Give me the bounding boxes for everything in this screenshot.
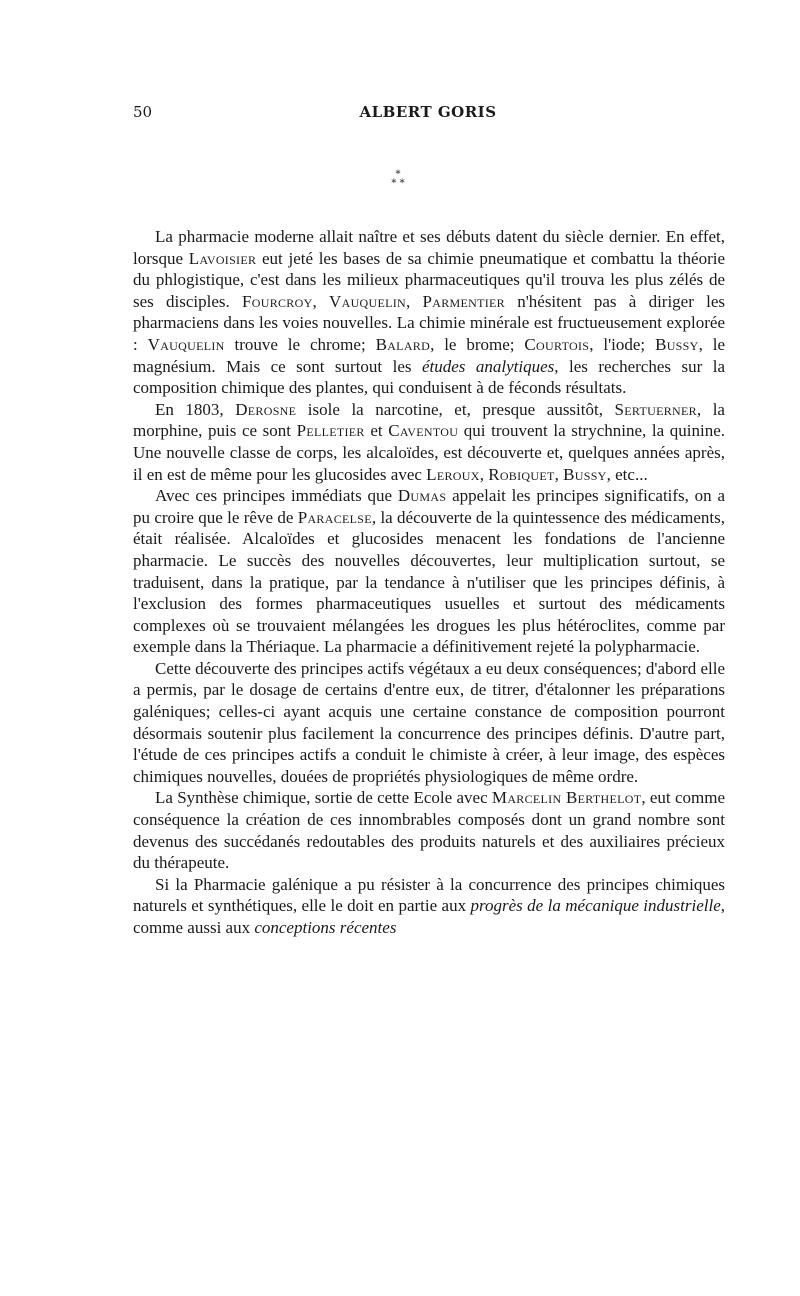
text-run: , etc... (606, 464, 648, 484)
body-text (133, 226, 725, 939)
text-run: , les recherches sur la composition chimique des plantes, qui conduisent à de féconds résultats. (133, 356, 725, 398)
proper-name: Vauquelin (329, 291, 407, 311)
text-run: trouve le chrome; (224, 334, 376, 354)
text-run: , la découverte de la quintessence des médicaments, était réalisée. Alcaloïdes et glucosides menacent les fondations de l'ancienne pharmacie. Le succès des nouvelles découvertes, leur multiplication surtout, se traduisent, dans la pratique, par la tendance à n'utiliser que les principes définis, à l'exclusion des formes pharmaceutiques usuelles et surtout des médicaments complexes où se trouvaient mélangées les drogues les plus hétéroclites, comme par exemple dans la Thériaque. La pharmacie a définitivement rejeté la polypharmacie. (133, 507, 726, 657)
paragraph-3 (133, 485, 725, 658)
italic-phrase: études analytiques (421, 356, 555, 376)
text-run: , comme aussi aux (133, 896, 725, 937)
text-run: , (554, 464, 564, 484)
proper-name: Parmentier (422, 291, 505, 311)
proper-name: Fourcroy (242, 291, 313, 311)
text-run: La pharmacie moderne allait naître et ses débuts datent du siècle dernier. En effet, lorsque (133, 227, 725, 268)
proper-name: Lavoisier (188, 248, 257, 268)
italic-phrase: conceptions récentes (254, 918, 397, 937)
text-run: qui trouvent la strychnine, la quinine. Une nouvelle classe de corps, les alcaloïdes, est découverte et, quelques années après, il en est de même pour les glucosides avec (133, 421, 725, 484)
proper-name: Sertuerner (614, 399, 697, 419)
italic-phrase: progrès de la mécanique industrielle (470, 896, 721, 916)
text-run: n'hésitent pas à diriger les pharmaciens dans les voies nouvelles. La chimie minérale est fructueusement explorée : (133, 291, 726, 354)
text-run: En 1803, (155, 399, 236, 419)
text-run: , la morphine, puis ce sont (133, 399, 725, 441)
text-run: , le magnésium. Mais ce sont surtout les (133, 334, 726, 376)
paragraph-4 (133, 658, 725, 788)
proper-name: Paracelse (297, 507, 372, 527)
page-header (133, 103, 723, 125)
paragraph-5 (133, 787, 725, 873)
asterism-top: * (395, 169, 401, 180)
proper-name: Leroux (426, 464, 480, 484)
asterism-bottom: * * (391, 178, 405, 189)
text-run: Cette découverte des principes actifs végétaux a eu deux conséquences; d'abord elle a permis, par le dosage de certains d'entre eux, de titrer, d'étalonner les préparations galéniques; celles-ci ayant acquis une certaine constance de composition pourront désormais soutenir plus facilement la concurrence des principes définis. D'autre part, l'étude de ces principes actifs a conduit le chimiste à créer, à leur image, des espèces chimiques nouvelles, douées de propriétés physiologiques de même ordre. (133, 658, 725, 786)
text-run: , l'iode; (589, 334, 656, 354)
text-run: appelait les principes significatifs, on a pu croire que le rêve de (133, 486, 725, 527)
proper-name: Derosne (235, 399, 297, 419)
text-run: isole la narcotine, et, presque aussitôt, (296, 399, 615, 419)
text-run: et (364, 421, 389, 441)
paragraph-2 (133, 399, 725, 485)
text-run: , eut comme conséquence la création de ces innombrables composés dont un grand nombre sont devenus des succédanés redoutables des produits naturels et des auxiliaires précieux du thérapeute. (133, 788, 725, 873)
proper-name: Courtois (524, 334, 590, 354)
proper-name: Pelletier (296, 421, 365, 441)
proper-name: Caventou (388, 421, 459, 441)
paragraph-1 (133, 226, 725, 399)
proper-name: Bussy (563, 464, 607, 484)
text-run: La Synthèse chimique, sortie de cette Ecole avec (155, 788, 492, 808)
text-run: , (479, 464, 489, 484)
running-head: ALBERT GORIS (359, 103, 497, 121)
proper-name: Dumas (397, 486, 447, 506)
text-run: , (406, 291, 423, 311)
proper-name: Vauquelin (147, 334, 225, 354)
text-run: Avec ces principes immédiats que (155, 486, 398, 506)
text-run: , le brome; (430, 334, 525, 354)
proper-name: Marcelin Berthelot (491, 788, 642, 808)
proper-name: Bussy (655, 334, 699, 354)
asterism-ornament (380, 170, 416, 194)
proper-name: Balard (375, 334, 431, 354)
text-run: , (312, 291, 330, 311)
text-run: Si la Pharmacie galénique a pu résister à la concurrence des principes chimiques naturels et synthétiques, elle le doit en partie aux (133, 874, 725, 916)
proper-name: Robiquet (488, 464, 555, 484)
paragraph-6 (133, 874, 725, 939)
page-number: 50 (133, 103, 153, 121)
text-run: eut jeté les bases de sa chimie pneumatique et combattu la théorie du phlogistique, c'est dans les milieux pharmaceutiques qu'il trouva les plus zélés de ses disciples. (133, 248, 726, 311)
